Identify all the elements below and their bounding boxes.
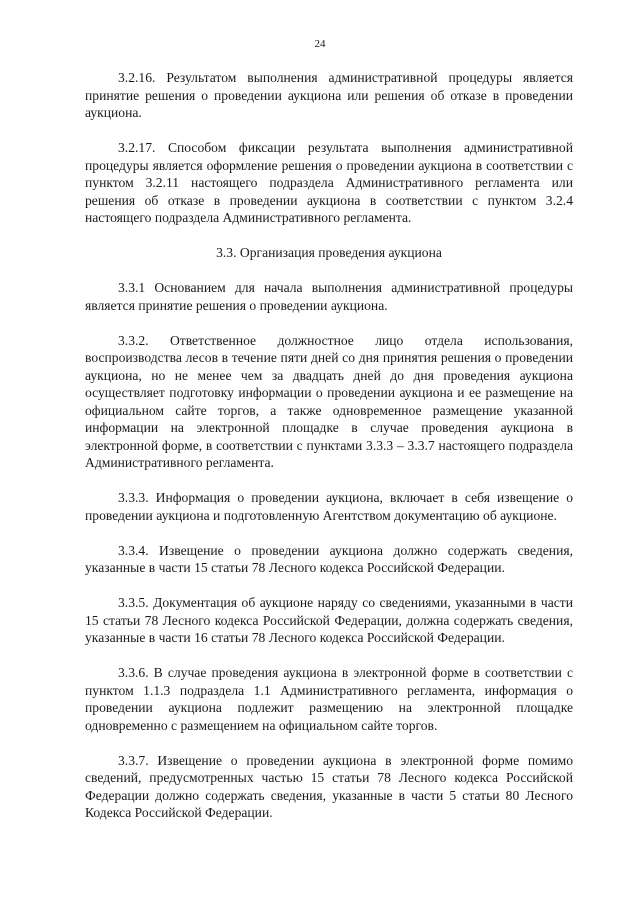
section-heading-3-3: 3.3. Организация проведения аукциона — [216, 245, 442, 260]
paragraph-3-3-7: 3.3.7. Извещение о проведении аукциона в электронной форме помимо сведений, предусмотренных частью 15 статьи 78 Лесного кодекса Российской Федерации должно содержать сведения, указанные в части 5 статьи 80 Лесного Кодекса Российской Федерации. — [85, 752, 573, 820]
paragraph-3-3-6: 3.3.6. В случае проведения аукциона в электронной форме в соответствии с пунктом 1.1.3 подраздела 1.1 Административного регламента, информация о проведении аукциона подлежит размещению на электронной площадке одновременно с размещением на официальном сайте торгов. — [85, 665, 573, 733]
paragraph-3-3-5: 3.3.5. Документация об аукционе наряду со сведениями, указанными в части 15 статьи 78 Лесного кодекса Российской Федерации, должна содержать сведения, указанные в части 16 статьи 78 Лесного кодекса Российской Федерации. — [85, 595, 573, 645]
paragraph-3-2-16: 3.2.16. Результатом выполнения административной процедуры является принятие решения о проведении аукциона или решения об отказе в проведении аукциона. — [85, 70, 573, 120]
paragraph-3-3-3: 3.3.3. Информация о проведении аукциона, включает в себя извещение о проведении аукциона и подготовленную Агентством документацию об аукционе. — [85, 490, 573, 523]
page-number: 24 — [314, 38, 326, 50]
paragraph-3-3-1: 3.3.1 Основанием для начала выполнения административной процедуры является принятие решения о проведении аукциона. — [85, 280, 573, 313]
paragraph-3-2-17: 3.2.17. Способом фиксации результата выполнения административной процедуры является оформление решения о проведении аукциона в соответствии с пунктом 3.2.11 настоящего подраздела Административного регламента или решения об отказе в проведении аукциона в соответствии с пунктом 3.2.4 настоящего подраздела Административного регламента. — [85, 140, 573, 225]
paragraph-3-3-2: 3.3.2. Ответственное должностное лицо отдела использования, воспроизводства лесов в течение пяти дней со дня принятия решения о проведении аукциона, но не менее чем за двадцать дней до дня проведения аукциона осуществляет подготовку информации о проведении аукциона и ее размещение на официальном сайте торгов, а также одновременное размещение указанной информации на электронной площадке в случае проведения аукциона в электронной форме, в соответствии с пунктами 3.3.3 – 3.3.7 настоящего подраздела Административного регламента. — [85, 332, 573, 470]
paragraph-3-3-4: 3.3.4. Извещение о проведении аукциона должно содержать сведения, указанные в части 15 статьи 78 Лесного кодекса Российской Федерации. — [85, 542, 573, 575]
document-body — [85, 69, 573, 839]
